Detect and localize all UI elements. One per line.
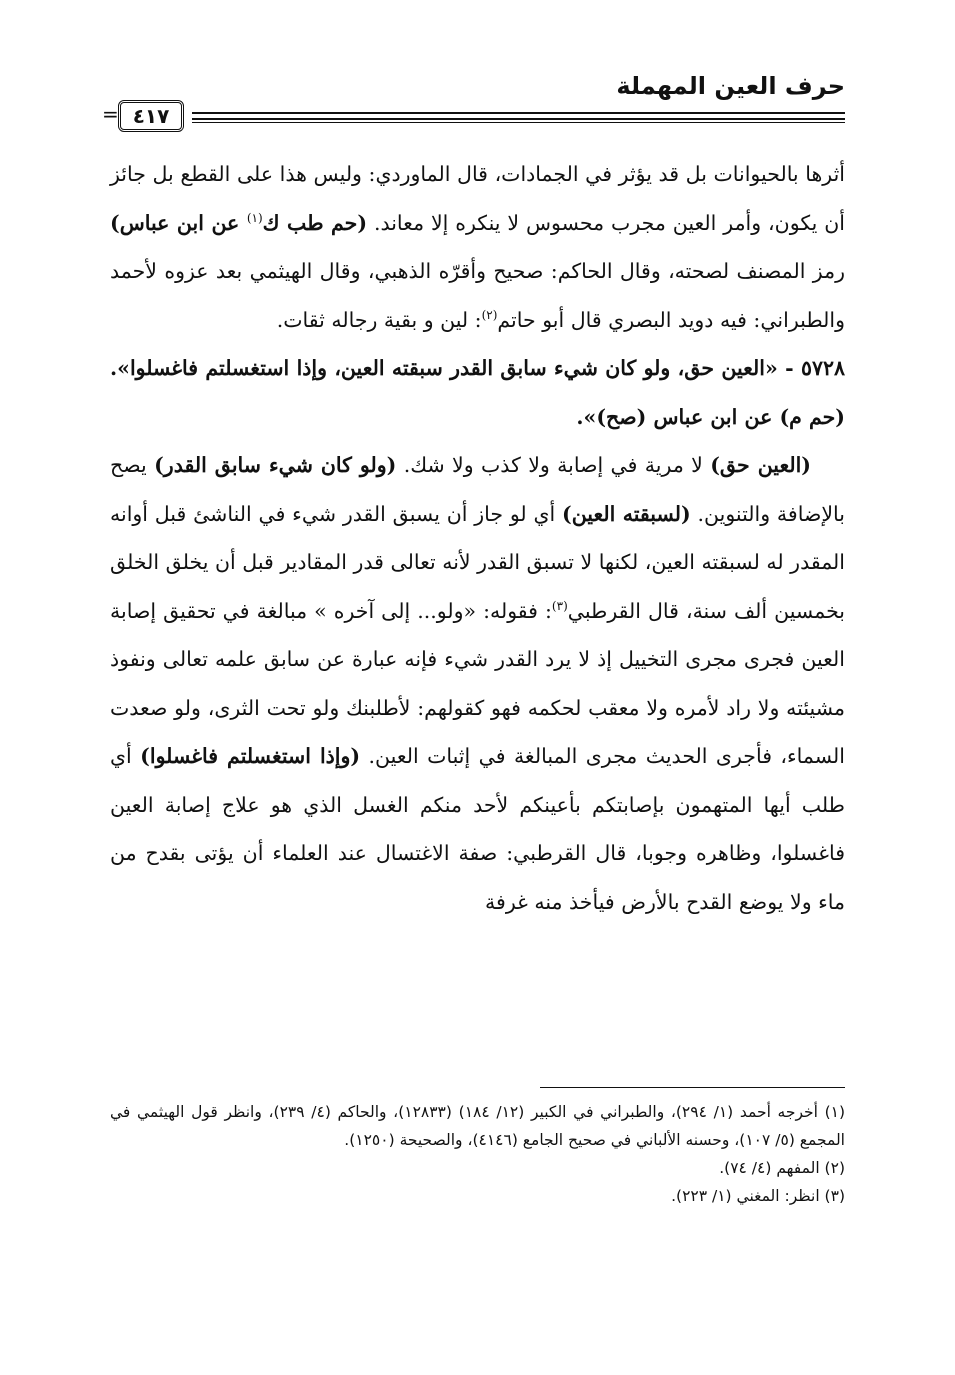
text-span: رمز المصنف لصحته، وقال الحاكم: صحيح وأقرّه الذهبي، وقال الهيثمي بعد عزوه لأحمد والطبراني: فيه دويد البصري قال أبو حاتم bbox=[110, 259, 845, 332]
footnote-ref: (٢) bbox=[481, 307, 498, 322]
text-span: أي طلب أيها المتهمون بإصابتكم بأعينكم لأحد منكم الغسل الذي هو علاج إصابة العين فاغسلوا، وظاهره وجوبا، قال القرطبي: صفة الاغتسال عند العلماء أن يؤتى بقدح من ماء ولا يوضع القدح بالأرض فيأخذ منه غرفة bbox=[110, 744, 845, 914]
footnote-2: (٢) المفهم (٤/ ٧٤). bbox=[719, 1159, 845, 1177]
header-mark: = bbox=[102, 102, 119, 126]
text-span: أثرها بالحيوانات بل قد يؤثر في الجمادات، قال الماوردي: وليس هذا على القطع بل جائز أن يكون، وأمر العين مجرب محسوس لا ينكره إلا معاند. bbox=[110, 162, 845, 235]
narrator: عن ابن عباس) bbox=[110, 210, 247, 235]
paragraph-commentary bbox=[110, 150, 845, 344]
text-span: : فقوله: «ولو... إلى آخره » مبالغة في تحقيق إصابة العين فجرى مجرى التخييل إذ لا يرد القدر شيء فإنه عبارة عن سابق علمه تعالى ونفوذ مشيئته ولا راد لأمره ولا معقب لحكمه فهو كقولهم: لأطلبنك ولو تحت الثرى، ولو صعدت السماء، فأجرى الحديث مجرى المبالغة في إثبات العين. bbox=[110, 598, 846, 768]
footnote-3: (٣) انظر: المغني (١/ ٢٢٣). bbox=[671, 1187, 845, 1205]
text-span: : لين و بقية رجاله ثقات. bbox=[276, 307, 482, 332]
text-span: أي لو جاز أن يسبق القدر شيء في الناشئ قبل أوانه المقدر له لسبقته العين، لكنها لا تسبق القدر لأنه تعالى قدر المقادير قبل أن يخلق الخلق بخمسين ألف سنة، قال القرطبي bbox=[110, 501, 846, 623]
main-text bbox=[110, 150, 845, 926]
footnote-ref: (١) bbox=[246, 210, 263, 225]
header-rule-line bbox=[192, 118, 845, 120]
quoted-phrase: (وإذا استغسلتم فاغسلوا) bbox=[140, 744, 361, 768]
quoted-phrase: (لسبقته العين) bbox=[562, 501, 691, 526]
footnote-1: (١) أخرجه أحمد (١/ ٢٩٤)، والطبراني في الكبير (١٢/ ١٨٤) (١٢٨٣٣)، والحاكم (٤/ ٢٣٩)، وانظر قول الهيثمي في المجمع (٥/ ١٠٧)، وحسنه الألباني في صحيح الجامع (٤١٤٦)، والصحيحة (١٢٥٠). bbox=[110, 1103, 846, 1149]
header-rule-line bbox=[192, 112, 845, 114]
header-rule-line bbox=[192, 122, 845, 123]
paragraph-explanation bbox=[110, 441, 845, 926]
footnote-ref: (٣) bbox=[551, 598, 568, 613]
chapter-title: حرف العين المهملة bbox=[616, 72, 845, 100]
text-span: لا مرية في إصابة ولا كذب ولا شك. bbox=[396, 453, 711, 477]
hadith-entry bbox=[110, 344, 845, 441]
hadith-text: ٥٧٢٨ - «العين حق، ولو كان شيء سابق القدر سبقته العين، وإذا استغسلتم فاغسلوا». (حم م) عن ابن عباس (صح)». bbox=[110, 356, 845, 429]
quoted-phrase: (العين حق) bbox=[710, 453, 812, 477]
text-span: يصح بالإضافة والتنوين. bbox=[110, 453, 845, 526]
footnote-divider bbox=[540, 1087, 845, 1088]
page-number: ٤١٧ bbox=[118, 100, 184, 132]
header-rule bbox=[192, 110, 845, 124]
footnotes bbox=[110, 1098, 845, 1210]
source-code: (حم طب ك bbox=[262, 210, 368, 235]
quoted-phrase: (ولو كان شيء سابق القدر) bbox=[154, 453, 397, 477]
